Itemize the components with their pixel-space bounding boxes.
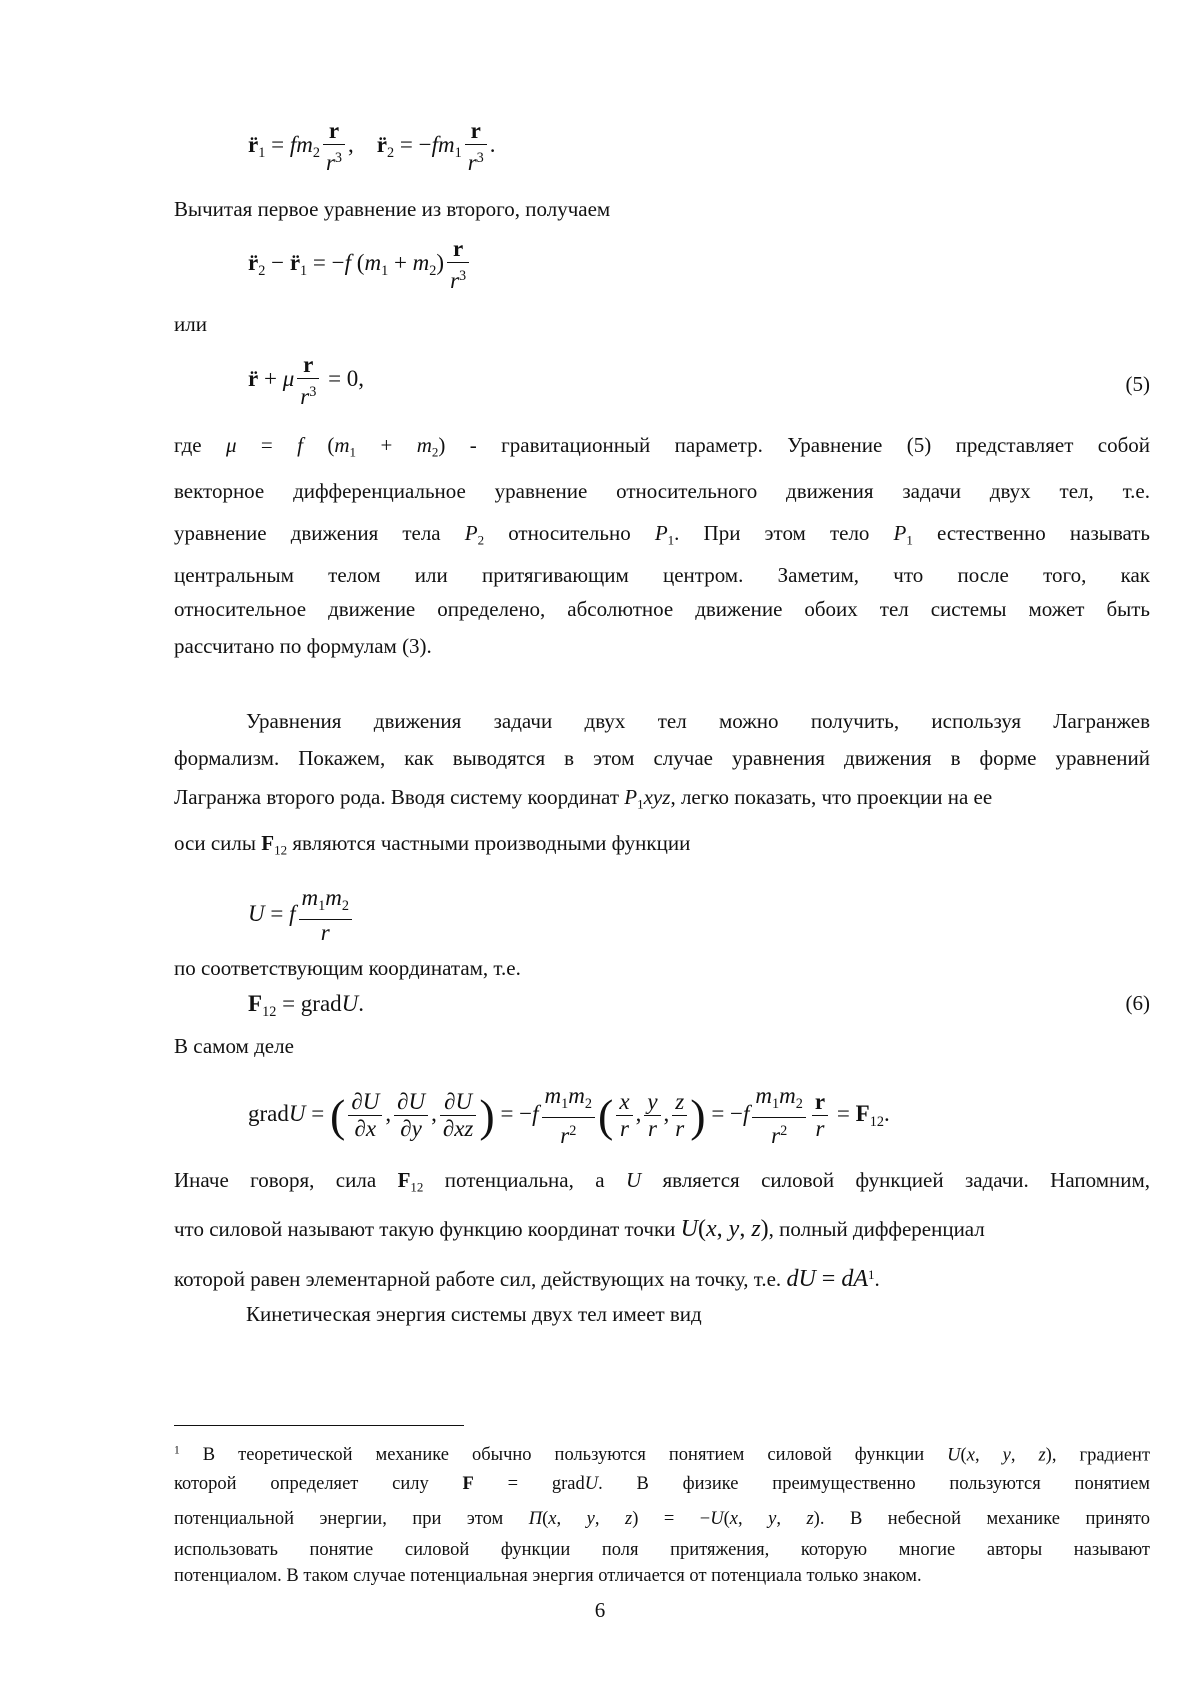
text-line: формализм. Покажем, как выводятся в этом случае уравнения движения в форме уравнений xyxy=(174,746,1150,770)
text-line: векторное дифференциальное уравнение относительного движения задачи двух тел, т.е. xyxy=(174,479,1150,503)
equation-potential: U = f $\frac{m_1m_2}{r}$ xyxy=(248,885,355,946)
text-line xyxy=(174,518,1150,556)
text-fragment: потенциальна, а xyxy=(444,1168,605,1192)
equation-6: $F_{12}$ = gradU. xyxy=(248,991,365,1020)
text-fragment: которой равен элементарной работе сил, действующих на точку, т.е. xyxy=(174,1267,782,1292)
formula-inline: $P_2$ xyxy=(464,521,485,548)
text-fragment: уравнение движения тела xyxy=(174,521,441,545)
text-line: относительное движение определено, абсолютное движение обоих тел системы может быть xyxy=(174,597,1150,621)
text-line xyxy=(174,828,1150,866)
text-line: или xyxy=(174,312,207,336)
formula-inline: μ = f $(m_1 + m_2)$ xyxy=(225,433,446,460)
formula-inline: dU = dA xyxy=(786,1266,868,1293)
text-line xyxy=(174,782,1150,820)
text-fragment: оси силы xyxy=(174,831,256,855)
footnote-line: потенциалом. В таком случае потенциальная энергия отличается от потенциала только знаком. xyxy=(174,1566,922,1586)
text-line: Кинетическая энергия системы двух тел имеет вид xyxy=(246,1302,702,1326)
text-fragment: естественно называть xyxy=(937,521,1151,545)
formula-inline: $P_1$ xyxy=(893,521,913,548)
text-line xyxy=(174,430,1150,468)
formula-inline: F = gradU. В физике преимущественно пользуются понятием xyxy=(462,1474,1151,1494)
text-line: В самом деле xyxy=(174,1034,294,1058)
footnote-line: потенциальной энергии, при этом Π(x, y, z) = −U(x, y, z). В небесной механике принято xyxy=(174,1509,1150,1529)
equation-number: (6) xyxy=(1125,991,1150,1015)
equation-accelerations: $r̈_1 = fm_2$ $\frac{r}{r^3}$ , $r̈_2 = -fm_1$ $\frac{r}{r^3}$ . xyxy=(248,118,496,175)
formula-inline: U(x, y, z) xyxy=(680,1216,769,1242)
text-line: рассчитано по формулам (3). xyxy=(174,634,432,658)
page-number: 6 xyxy=(594,1598,606,1622)
footnote-line: $^1$ В теоретической механике обычно пользуются понятием силовой функции U(x, y, z), градиент xyxy=(174,1445,1151,1466)
text-fragment: - гравитационный параметр. Уравнение (5) представляет собой xyxy=(469,433,1151,457)
text-fragment: относительно xyxy=(508,521,631,545)
text-line xyxy=(174,1165,1150,1203)
equation-number: (5) xyxy=(1125,372,1150,396)
text-fragment: являются частными производными функции xyxy=(292,831,691,855)
text-fragment: где xyxy=(174,433,202,457)
footnote-mark: 1 xyxy=(174,1445,180,1457)
text-line: центральным телом или притягивающим центром. Заметим, что после того, как xyxy=(174,563,1150,587)
formula-inline: Π(x, y, z) = −U(x, y, z). В небесной механике принято xyxy=(528,1509,1150,1529)
text-fragment: Иначе говоря, сила xyxy=(174,1168,377,1192)
equation-5: r̈ + μ $\frac{r}{r^3}$ = 0, xyxy=(248,352,365,409)
footnote-line: которой определяет силу F = gradU. В физике преимущественно пользуются понятием xyxy=(174,1474,1151,1494)
text-fragment: является силовой функцией задачи. Напомним, xyxy=(662,1168,1151,1192)
text-line: по соответствующим координатам, т.е. xyxy=(174,956,521,980)
equation-relative-acceleration: $r̈_2$ − $r̈_1 = -f$ $(m_1 + m_2)$ $\frac{r}{r^3}$ xyxy=(248,236,472,294)
text-fragment: Лагранжа второго рода. Вводя систему координат xyxy=(174,785,620,809)
footnote-line: использовать понятие силовой функции поля притяжения, которую многие авторы называют xyxy=(174,1540,1150,1560)
formula-inline: $F_{12}$ xyxy=(261,831,288,858)
text-line: Вычитая первое уравнение из второго, получаем xyxy=(174,197,611,221)
formula-inline: U(x, y, z), градиент xyxy=(947,1445,1151,1466)
equation-gradient: gradU = ( $\frac{\partial U}{\partial x}$ , $\frac{\partial U}{\partial y}$ , $\frac{\partial U}{\partial xz}$ ) = −f $\frac{m_1m_2}{r^2}$ ( $\frac{x}{r}$ , $\frac{y}{r}$ , $\frac{z}{r}$ ) = −f $\frac{m_1m_2}{r^2}$ $\frac{r}{r}$ = $F_{12}$. xyxy=(248,1083,890,1148)
text-line: которой равен элементарной работе сил, действующих на точку, т.е. dU = $dA^1$. xyxy=(174,1266,880,1293)
text-fragment: , полный дифференциал xyxy=(768,1217,985,1241)
formula-inline: $F_{12}$ xyxy=(397,1168,424,1195)
text-line: Уравнения движения задачи двух тел можно получить, используя Лагранжев xyxy=(246,709,1150,733)
text-fragment: что силовой называют такую функцию координат точки xyxy=(174,1217,676,1241)
formula-inline: $P_1xyz$ xyxy=(624,785,671,812)
formula-inline: U xyxy=(625,1168,642,1192)
formula-inline: $P_1$. При этом тело xyxy=(654,521,870,548)
footnote-reference[interactable]: 1 xyxy=(868,1267,875,1282)
text-fragment: , легко показать, что проекции на ее xyxy=(670,785,993,809)
text-line xyxy=(174,1214,1150,1244)
footnote-separator xyxy=(174,1425,464,1426)
